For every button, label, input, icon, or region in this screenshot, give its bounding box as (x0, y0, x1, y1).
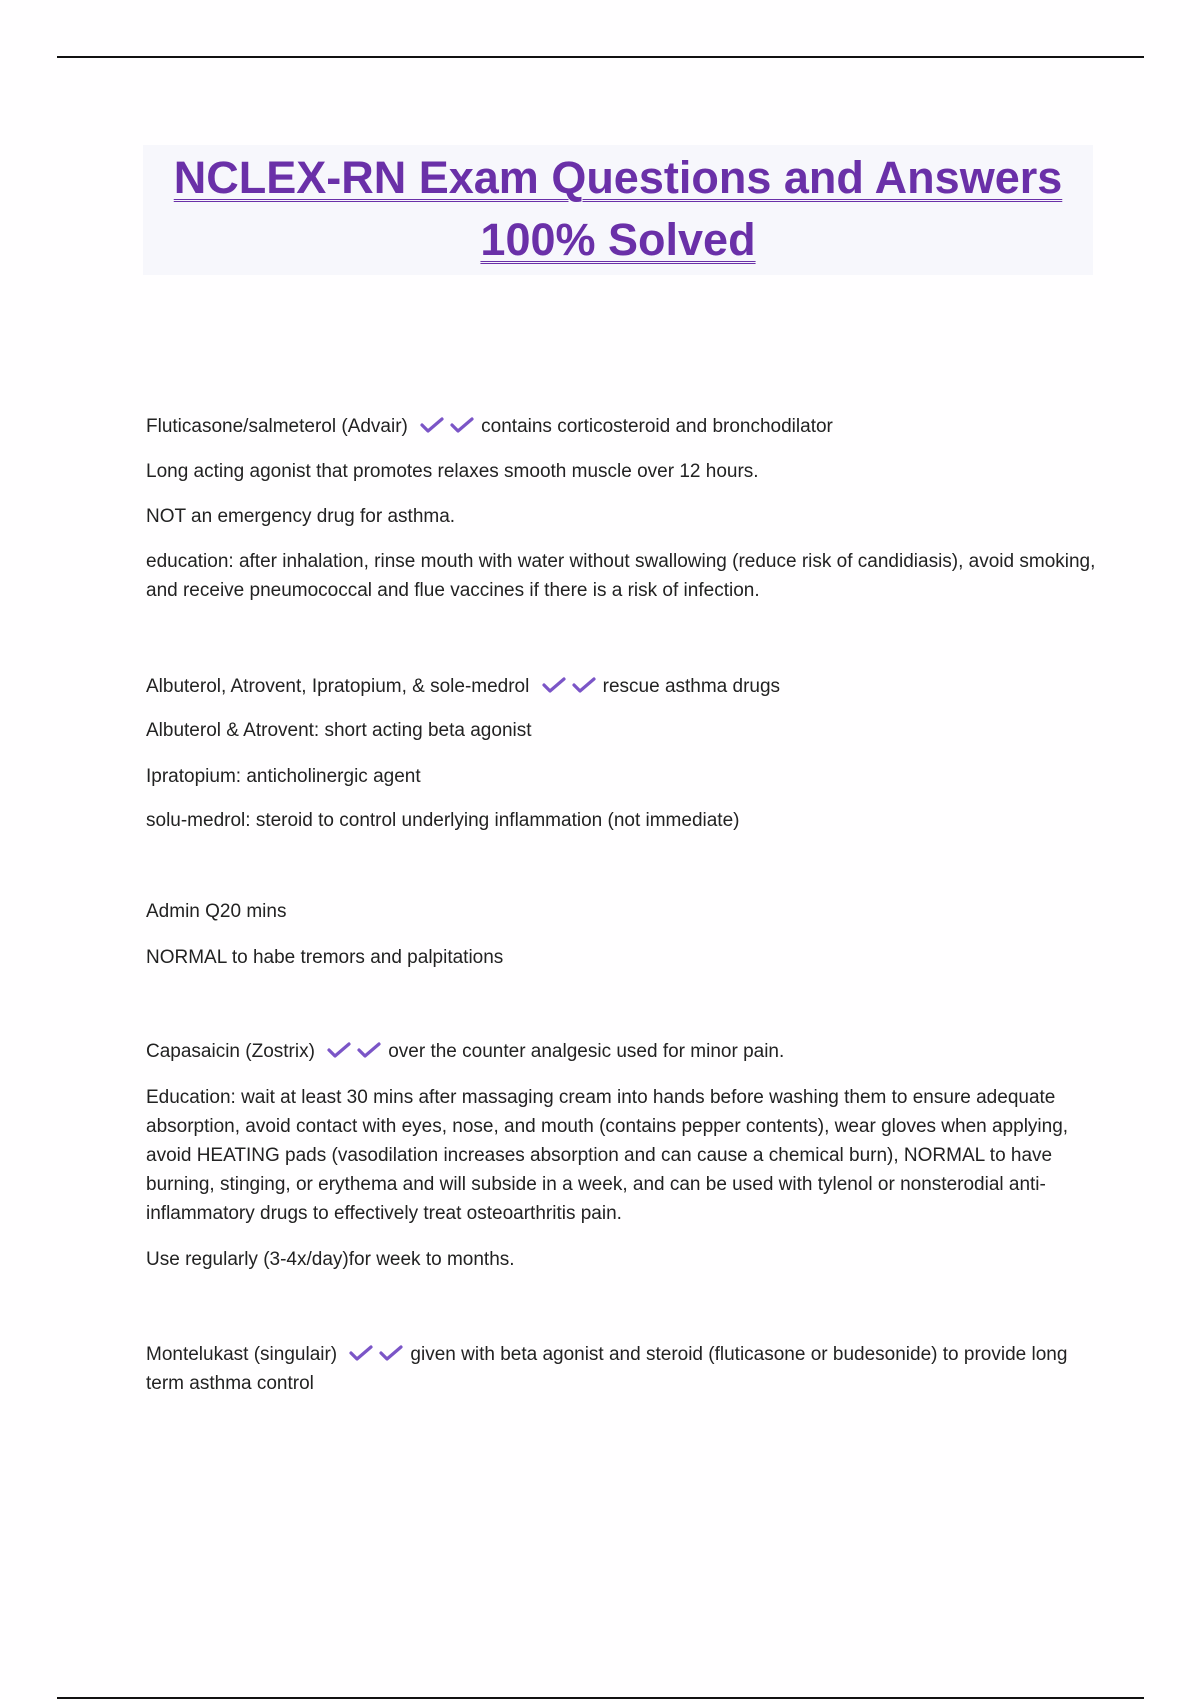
entry-answer: over the counter analgesic used for minor pain. (388, 1041, 785, 1062)
bottom-rule (57, 1697, 1144, 1699)
document-title-line2: 100% Solved (480, 214, 756, 265)
entry-answer: rescue asthma drugs (602, 676, 781, 697)
check-icon (541, 676, 567, 694)
entry-detail: Ipratopium: anticholinergic agent (146, 766, 421, 787)
entry-detail: Use regularly (3-4x/day)for week to months. (146, 1249, 515, 1270)
entry-term: Capasaicin (Zostrix) (146, 1041, 315, 1062)
check-icon (419, 416, 445, 434)
entry-detail: NORMAL to habe tremors and palpitations (146, 947, 504, 968)
check-icon (378, 1344, 404, 1362)
entry-term: Albuterol, Atrovent, Ipratopium, & sole-medrol (146, 676, 530, 697)
check-icon (348, 1344, 374, 1362)
double-check-icon (326, 1037, 386, 1066)
check-icon (356, 1041, 382, 1059)
entry-answer: contains corticosteroid and bronchodilator (481, 416, 833, 437)
entry-question (146, 1037, 1096, 1066)
entry-question (146, 1340, 1096, 1398)
double-check-icon (419, 412, 479, 441)
check-icon (326, 1041, 352, 1059)
entry-detail: Albuterol & Atrovent: short acting beta agonist (146, 720, 532, 741)
entry-answer: given with beta agonist and steroid (fluticasone or budesonide) to provide long term asthma control (146, 1344, 1068, 1394)
check-icon (571, 676, 597, 694)
double-check-icon (541, 672, 601, 701)
entry-detail: NOT an emergency drug for asthma. (146, 506, 456, 527)
entry-question (146, 672, 1096, 701)
title-banner (143, 145, 1093, 275)
document-title-line1: NCLEX-RN Exam Questions and Answers (173, 152, 1063, 203)
entry-detail: Admin Q20 mins (146, 901, 287, 922)
entry-term: Fluticasone/salmeterol (Advair) (146, 416, 408, 437)
double-check-icon (348, 1340, 408, 1369)
entry-question (146, 412, 1096, 441)
entry-detail: education: after inhalation, rinse mouth with water without swallowing (reduce risk of candidiasis), avoid smoking, and receive pneumococcal and flue vaccines if there is a risk of infection. (146, 551, 1096, 601)
entry-detail: Long acting agonist that promotes relaxes smooth muscle over 12 hours. (146, 461, 759, 482)
entry-detail: solu-medrol: steroid to control underlying inflammation (not immediate) (146, 810, 740, 831)
top-rule (57, 56, 1144, 58)
check-icon (449, 416, 475, 434)
entry-detail: Education: wait at least 30 mins after massaging cream into hands before washing them to ensure adequate absorption, avoid contact with eyes, nose, and mouth (contains pepper contents), wear gloves when applying, avoid HEATING pads (vasodilation increases absorption and can cause a chemical burn), NORMAL to have burning, stinging, or erythema and will subside in a week, and can be used with tylenol or nonsterodial anti-inflammatory drugs to effectively treat osteoarthritis pain. (146, 1087, 1069, 1224)
entry-term: Montelukast (singulair) (146, 1344, 338, 1365)
